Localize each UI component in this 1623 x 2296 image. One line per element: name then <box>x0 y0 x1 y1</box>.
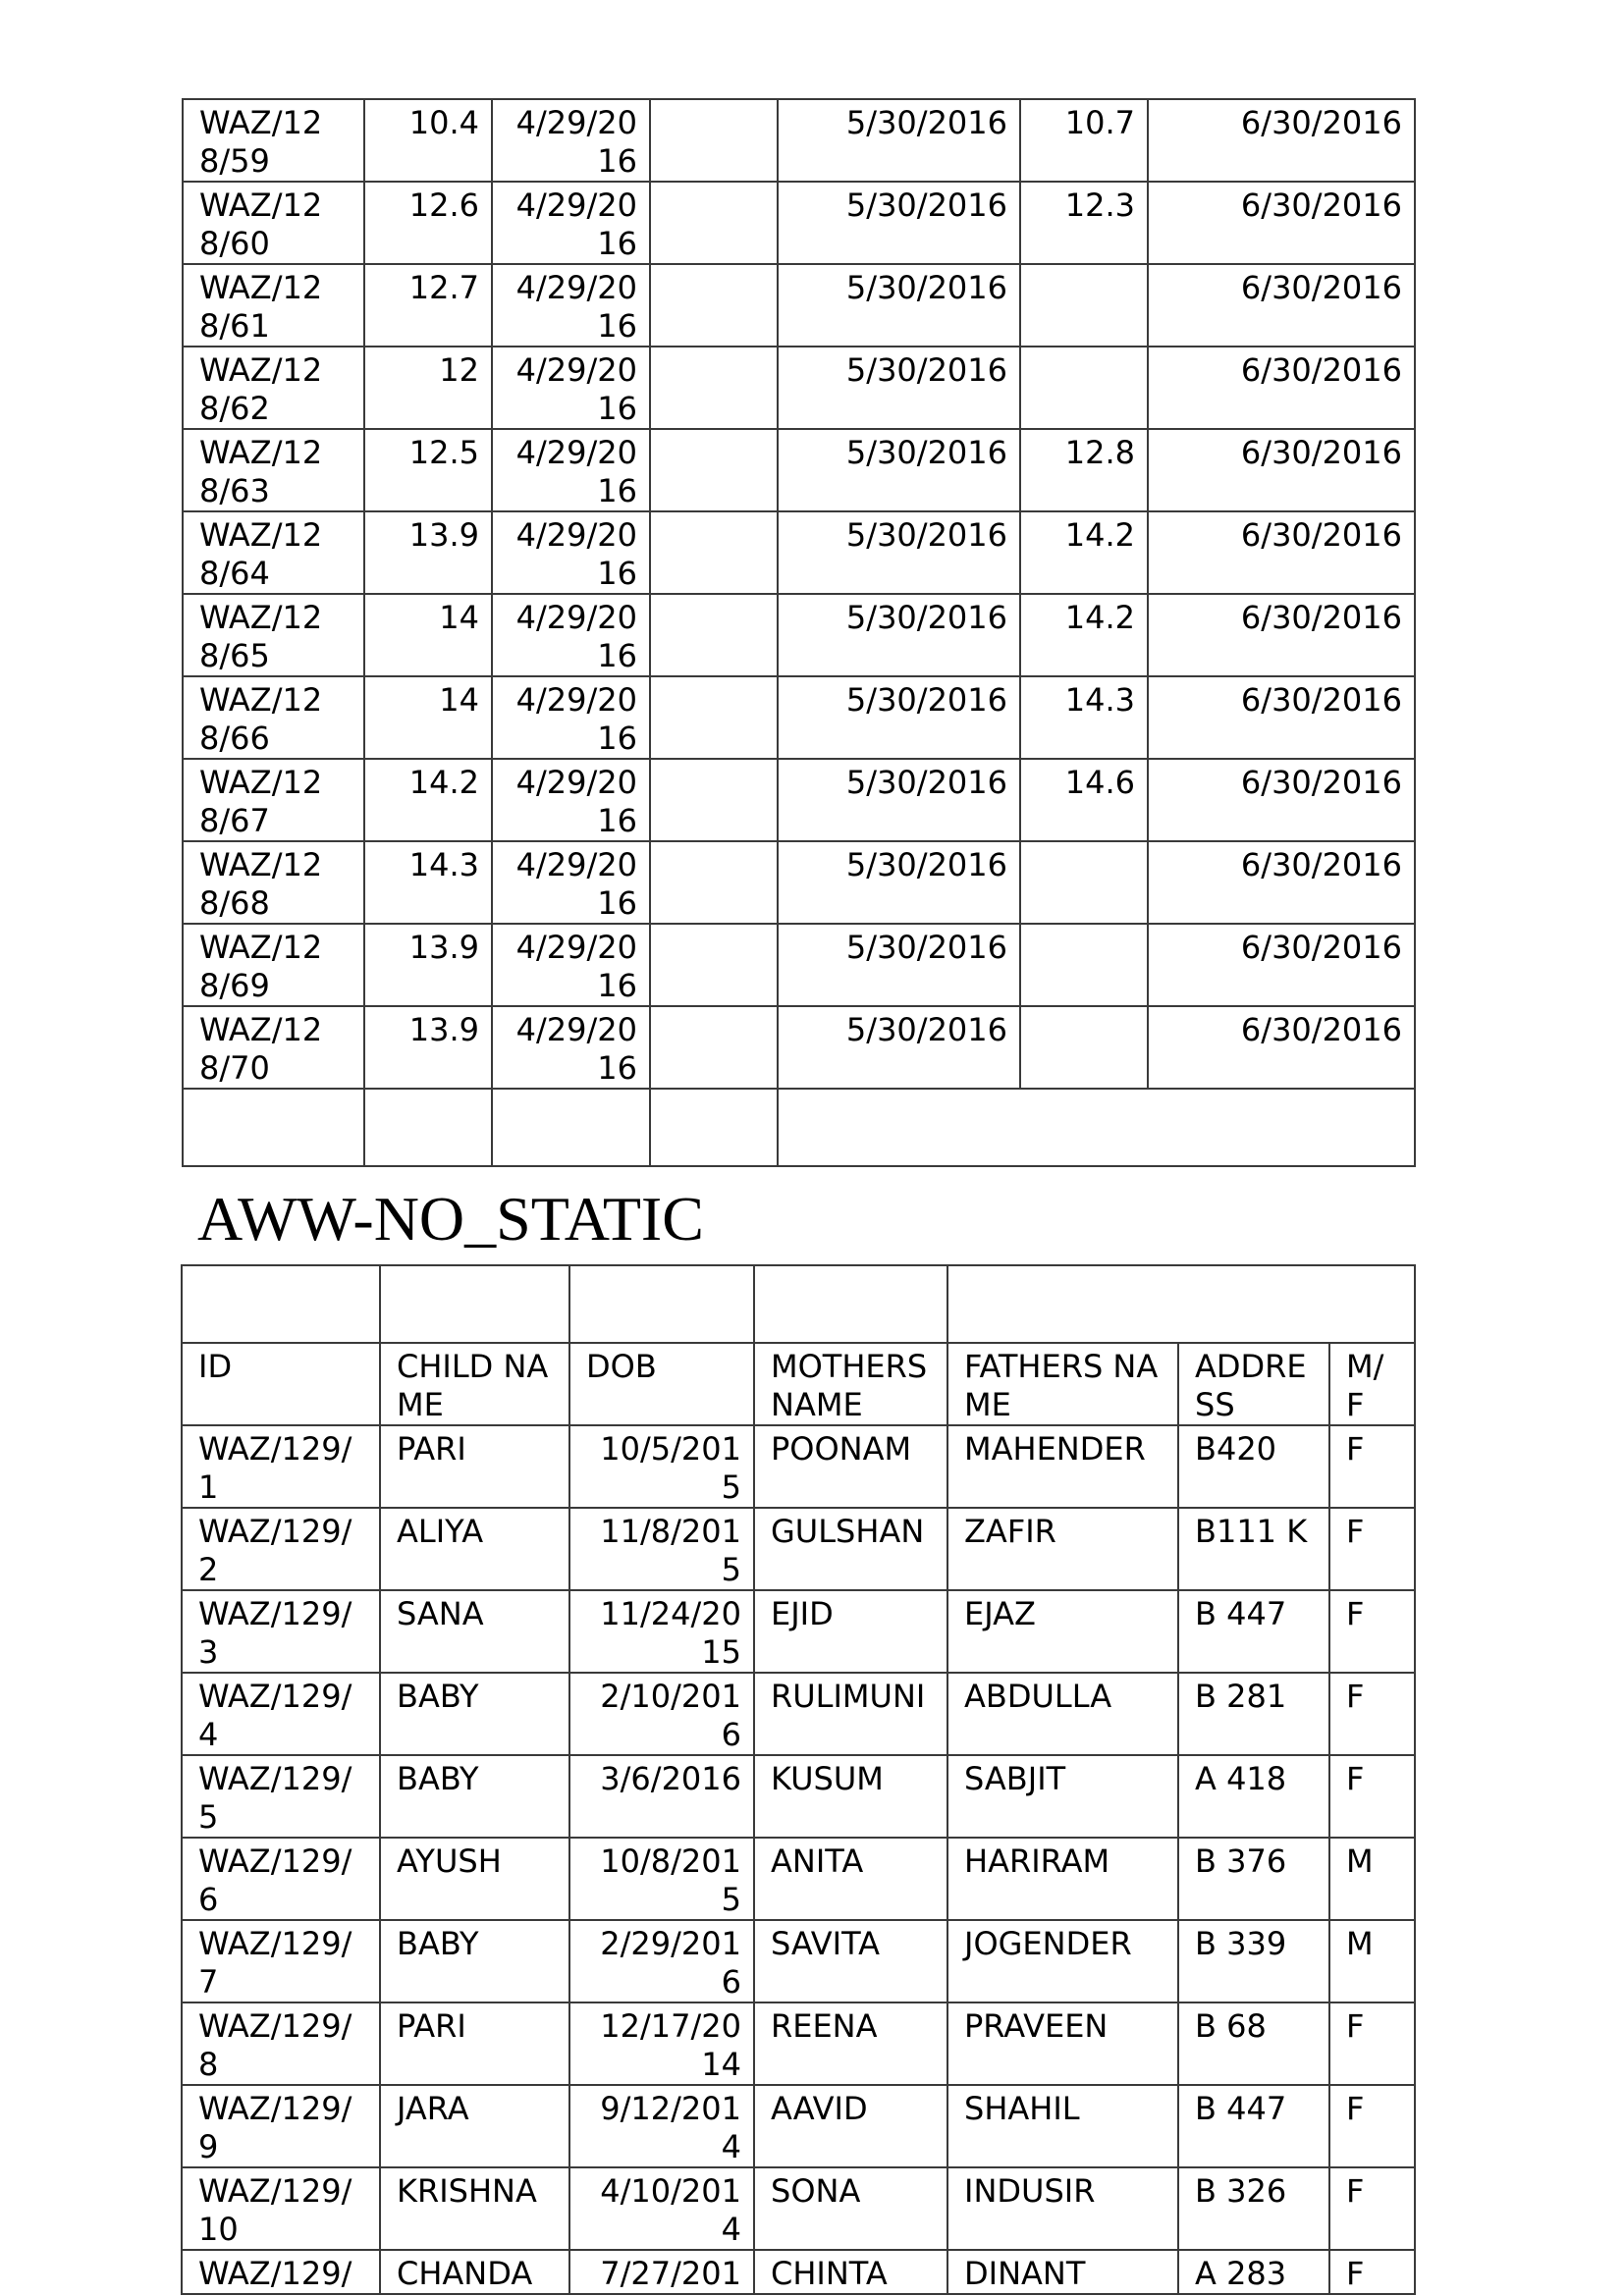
date-3-cell: 6/30/2016 <box>1148 99 1415 182</box>
weight-1-cell: 14.2 <box>364 759 492 841</box>
address-cell: B 339 <box>1178 1920 1329 2002</box>
id-cell: WAZ/129/10 <box>182 2167 380 2250</box>
table-row <box>183 759 1415 841</box>
id-cell: WAZ/128/63 <box>183 429 364 511</box>
empty-merged-cell <box>778 1089 1415 1166</box>
weight-2-cell <box>1020 924 1148 1006</box>
address-cell: B111 K <box>1178 1508 1329 1590</box>
date-1-cell: 4/29/2016 <box>492 594 650 676</box>
mothers-name-cell: EJID <box>754 1590 947 1673</box>
date-1-cell: 4/29/2016 <box>492 264 650 347</box>
weight-1-cell: 12 <box>364 347 492 429</box>
empty-row <box>183 1089 1415 1166</box>
empty-cell <box>182 1265 380 1343</box>
address-cell: A 283 <box>1178 2250 1329 2294</box>
dob-cell: 12/17/2014 <box>569 2002 754 2085</box>
weight-1-cell: 13.9 <box>364 511 492 594</box>
mothers-name-cell: RULIMUNI <box>754 1673 947 1755</box>
date-3-cell: 6/30/2016 <box>1148 924 1415 1006</box>
blank-cell <box>650 1006 778 1089</box>
date-3-cell: 6/30/2016 <box>1148 347 1415 429</box>
dob-cell: 2/10/2016 <box>569 1673 754 1755</box>
weight-1-cell: 14 <box>364 594 492 676</box>
table-row <box>183 1006 1415 1089</box>
blank-cell <box>650 182 778 264</box>
blank-cell <box>650 511 778 594</box>
date-1-cell: 4/29/2016 <box>492 182 650 264</box>
child-name-cell: BABY <box>380 1920 569 2002</box>
date-1-cell: 4/29/2016 <box>492 1006 650 1089</box>
date-1-cell: 4/29/2016 <box>492 759 650 841</box>
fathers-name-cell: SHAHIL <box>947 2085 1178 2167</box>
table-row <box>183 841 1415 924</box>
table-row <box>183 429 1415 511</box>
date-2-cell: 5/30/2016 <box>778 511 1020 594</box>
mothers-name-cell: REENA <box>754 2002 947 2085</box>
table-row <box>182 1508 1415 1590</box>
child-name-cell: PARI <box>380 2002 569 2085</box>
date-2-cell: 5/30/2016 <box>778 924 1020 1006</box>
dob-cell: 10/8/2015 <box>569 1838 754 1920</box>
fathers-name-cell: JOGENDER <box>947 1920 1178 2002</box>
date-2-cell: 5/30/2016 <box>778 182 1020 264</box>
empty-row <box>182 1265 1415 1343</box>
blank-cell <box>650 594 778 676</box>
blank-cell <box>650 759 778 841</box>
date-3-cell: 6/30/2016 <box>1148 511 1415 594</box>
id-cell: WAZ/129/5 <box>182 1755 380 1838</box>
date-3-cell: 6/30/2016 <box>1148 264 1415 347</box>
fathers-name-cell: DINANT <box>947 2250 1178 2294</box>
empty-cell <box>650 1089 778 1166</box>
weight-2-cell <box>1020 841 1148 924</box>
id-cell: WAZ/129/ <box>182 2250 380 2294</box>
fathers-name-cell: SABJIT <box>947 1755 1178 1838</box>
sex-cell: F <box>1329 1508 1415 1590</box>
blank-cell <box>650 924 778 1006</box>
sex-cell: F <box>1329 1425 1415 1508</box>
blank-cell <box>650 347 778 429</box>
sex-cell: M <box>1329 1838 1415 1920</box>
date-1-cell: 4/29/2016 <box>492 511 650 594</box>
table-row <box>182 1838 1415 1920</box>
address-cell: A 418 <box>1178 1755 1329 1838</box>
child-name-cell: ALIYA <box>380 1508 569 1590</box>
date-3-cell: 6/30/2016 <box>1148 594 1415 676</box>
date-2-cell: 5/30/2016 <box>778 429 1020 511</box>
table-row <box>182 1755 1415 1838</box>
weight-2-cell <box>1020 1006 1148 1089</box>
child-name-cell: BABY <box>380 1673 569 1755</box>
fathers-name-cell: ZAFIR <box>947 1508 1178 1590</box>
table-row <box>183 511 1415 594</box>
mothers-name-cell: KUSUM <box>754 1755 947 1838</box>
empty-cell <box>380 1265 569 1343</box>
id-cell: WAZ/128/67 <box>183 759 364 841</box>
date-1-cell: 4/29/2016 <box>492 924 650 1006</box>
date-3-cell: 6/30/2016 <box>1148 182 1415 264</box>
id-cell: WAZ/129/4 <box>182 1673 380 1755</box>
table-row <box>183 264 1415 347</box>
weight-2-cell: 14.2 <box>1020 594 1148 676</box>
address-cell: B 447 <box>1178 2085 1329 2167</box>
sex-cell: F <box>1329 1590 1415 1673</box>
header-row <box>182 1343 1415 1425</box>
child-name-cell: BABY <box>380 1755 569 1838</box>
date-3-cell: 6/30/2016 <box>1148 841 1415 924</box>
child-name-cell: KRISHNA <box>380 2167 569 2250</box>
sex-cell: F <box>1329 2250 1415 2294</box>
sex-cell: F <box>1329 2085 1415 2167</box>
sex-cell: M <box>1329 1920 1415 2002</box>
table-row <box>183 594 1415 676</box>
weight-1-cell: 12.7 <box>364 264 492 347</box>
address-cell: B 68 <box>1178 2002 1329 2085</box>
dob-cell: 10/5/2015 <box>569 1425 754 1508</box>
date-2-cell: 5/30/2016 <box>778 347 1020 429</box>
id-cell: WAZ/128/59 <box>183 99 364 182</box>
blank-cell <box>650 264 778 347</box>
blank-cell <box>650 676 778 759</box>
date-2-cell: 5/30/2016 <box>778 99 1020 182</box>
address-cell: B 376 <box>1178 1838 1329 1920</box>
id-cell: WAZ/128/61 <box>183 264 364 347</box>
header-dob: DOB <box>569 1343 754 1425</box>
table-row <box>182 2250 1415 2294</box>
blank-cell <box>650 99 778 182</box>
mothers-name-cell: ANITA <box>754 1838 947 1920</box>
header-fathers-name: FATHERS NAME <box>947 1343 1178 1425</box>
table-row <box>182 1590 1415 1673</box>
header-child-name: CHILD NAME <box>380 1343 569 1425</box>
weight-1-cell: 12.6 <box>364 182 492 264</box>
fathers-name-cell: PRAVEEN <box>947 2002 1178 2085</box>
id-cell: WAZ/129/3 <box>182 1590 380 1673</box>
date-2-cell: 5/30/2016 <box>778 841 1020 924</box>
id-cell: WAZ/128/64 <box>183 511 364 594</box>
weight-2-cell: 10.7 <box>1020 99 1148 182</box>
mothers-name-cell: GULSHAN <box>754 1508 947 1590</box>
id-cell: WAZ/129/7 <box>182 1920 380 2002</box>
empty-merged-cell <box>947 1265 1415 1343</box>
weight-2-cell: 14.2 <box>1020 511 1148 594</box>
id-cell: WAZ/129/9 <box>182 2085 380 2167</box>
id-cell: WAZ/129/6 <box>182 1838 380 1920</box>
child-name-cell: JARA <box>380 2085 569 2167</box>
address-cell: B 281 <box>1178 1673 1329 1755</box>
dob-cell: 7/27/201 <box>569 2250 754 2294</box>
weight-1-cell: 12.5 <box>364 429 492 511</box>
id-cell: WAZ/129/1 <box>182 1425 380 1508</box>
date-2-cell: 5/30/2016 <box>778 676 1020 759</box>
dob-cell: 11/8/2015 <box>569 1508 754 1590</box>
id-cell: WAZ/128/60 <box>183 182 364 264</box>
weight-2-cell <box>1020 347 1148 429</box>
empty-cell <box>183 1089 364 1166</box>
weight-1-cell: 14 <box>364 676 492 759</box>
table-row <box>183 347 1415 429</box>
weight-2-cell: 14.3 <box>1020 676 1148 759</box>
header-id: ID <box>182 1343 380 1425</box>
id-cell: WAZ/128/68 <box>183 841 364 924</box>
id-cell: WAZ/128/62 <box>183 347 364 429</box>
dob-cell: 9/12/2014 <box>569 2085 754 2167</box>
weight-1-cell: 13.9 <box>364 1006 492 1089</box>
section-heading: AWW-NO_STATIC <box>197 1184 704 1254</box>
table-row <box>182 1920 1415 2002</box>
id-cell: WAZ/128/65 <box>183 594 364 676</box>
header-address: ADDRESS <box>1178 1343 1329 1425</box>
fathers-name-cell: MAHENDER <box>947 1425 1178 1508</box>
date-3-cell: 6/30/2016 <box>1148 759 1415 841</box>
mothers-name-cell: AAVID <box>754 2085 947 2167</box>
address-cell: B 447 <box>1178 1590 1329 1673</box>
table-row <box>183 924 1415 1006</box>
blank-cell <box>650 841 778 924</box>
child-name-cell: CHANDA <box>380 2250 569 2294</box>
date-2-cell: 5/30/2016 <box>778 759 1020 841</box>
fathers-name-cell: INDUSIR <box>947 2167 1178 2250</box>
table-row <box>183 99 1415 182</box>
date-3-cell: 6/30/2016 <box>1148 429 1415 511</box>
mothers-name-cell: POONAM <box>754 1425 947 1508</box>
empty-cell <box>569 1265 754 1343</box>
child-name-cell: SANA <box>380 1590 569 1673</box>
id-cell: WAZ/128/66 <box>183 676 364 759</box>
mothers-name-cell: CHINTA <box>754 2250 947 2294</box>
date-1-cell: 4/29/2016 <box>492 347 650 429</box>
date-2-cell: 5/30/2016 <box>778 1006 1020 1089</box>
id-cell: WAZ/129/2 <box>182 1508 380 1590</box>
weight-1-cell: 13.9 <box>364 924 492 1006</box>
weight-1-cell: 14.3 <box>364 841 492 924</box>
table-row <box>182 1673 1415 1755</box>
sex-cell: F <box>1329 1755 1415 1838</box>
header-sex: M/F <box>1329 1343 1415 1425</box>
table-row <box>182 1425 1415 1508</box>
sex-cell: F <box>1329 2167 1415 2250</box>
table-row <box>182 2167 1415 2250</box>
date-1-cell: 4/29/2016 <box>492 841 650 924</box>
table-row <box>183 182 1415 264</box>
weight-2-cell: 14.6 <box>1020 759 1148 841</box>
child-register-table <box>181 1264 1416 2295</box>
date-1-cell: 4/29/2016 <box>492 429 650 511</box>
mothers-name-cell: SONA <box>754 2167 947 2250</box>
date-3-cell: 6/30/2016 <box>1148 676 1415 759</box>
table-row <box>183 676 1415 759</box>
date-2-cell: 5/30/2016 <box>778 594 1020 676</box>
empty-cell <box>754 1265 947 1343</box>
date-2-cell: 5/30/2016 <box>778 264 1020 347</box>
dob-cell: 11/24/2015 <box>569 1590 754 1673</box>
fathers-name-cell: EJAZ <box>947 1590 1178 1673</box>
child-name-cell: PARI <box>380 1425 569 1508</box>
dob-cell: 4/10/2014 <box>569 2167 754 2250</box>
child-name-cell: AYUSH <box>380 1838 569 1920</box>
dob-cell: 3/6/2016 <box>569 1755 754 1838</box>
weight-2-cell <box>1020 264 1148 347</box>
table-row <box>182 2002 1415 2085</box>
date-1-cell: 4/29/2016 <box>492 676 650 759</box>
dob-cell: 2/29/2016 <box>569 1920 754 2002</box>
empty-cell <box>492 1089 650 1166</box>
date-3-cell: 6/30/2016 <box>1148 1006 1415 1089</box>
header-mothers-name: MOTHERS NAME <box>754 1343 947 1425</box>
growth-record-table <box>182 98 1416 1167</box>
mothers-name-cell: SAVITA <box>754 1920 947 2002</box>
id-cell: WAZ/128/70 <box>183 1006 364 1089</box>
address-cell: B420 <box>1178 1425 1329 1508</box>
date-1-cell: 4/29/2016 <box>492 99 650 182</box>
fathers-name-cell: HARIRAM <box>947 1838 1178 1920</box>
weight-1-cell: 10.4 <box>364 99 492 182</box>
sex-cell: F <box>1329 1673 1415 1755</box>
weight-2-cell: 12.3 <box>1020 182 1148 264</box>
id-cell: WAZ/129/8 <box>182 2002 380 2085</box>
blank-cell <box>650 429 778 511</box>
id-cell: WAZ/128/69 <box>183 924 364 1006</box>
table-row <box>182 2085 1415 2167</box>
address-cell: B 326 <box>1178 2167 1329 2250</box>
sex-cell: F <box>1329 2002 1415 2085</box>
fathers-name-cell: ABDULLA <box>947 1673 1178 1755</box>
weight-2-cell: 12.8 <box>1020 429 1148 511</box>
empty-cell <box>364 1089 492 1166</box>
